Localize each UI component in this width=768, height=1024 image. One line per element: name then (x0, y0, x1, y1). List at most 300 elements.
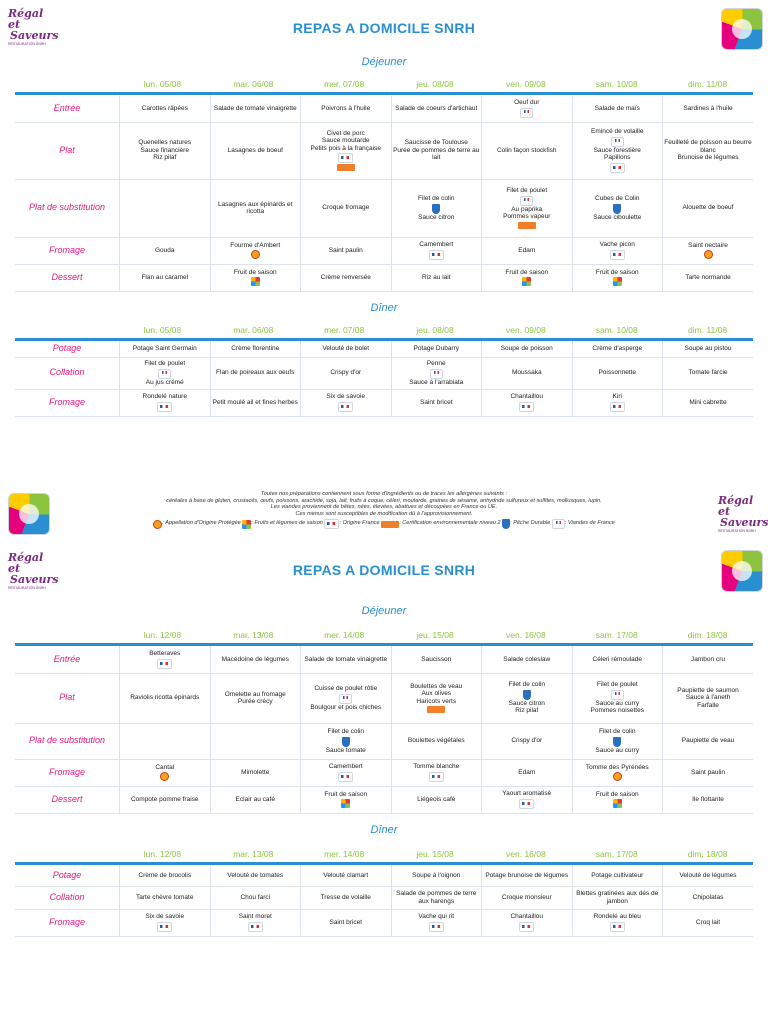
origine-france-icon (338, 153, 353, 163)
menu-cell (572, 357, 663, 389)
dish-line: Saint paulin (691, 768, 725, 776)
dish-line: Feuilleté de poisson au beurre blanc (664, 139, 752, 154)
dish-line: Macédoine de légumes (221, 655, 289, 663)
dish-line: Filet de colin (327, 728, 364, 735)
dish-line: Velouté de légumes (679, 871, 737, 879)
hve-icon (518, 222, 536, 229)
menu-cell (120, 759, 211, 786)
dish-line: Vache qui rit (418, 913, 455, 921)
dish-line: Haricots verts (416, 697, 457, 705)
menu-cell (120, 179, 211, 237)
dish-line: Sauce citron (508, 699, 545, 707)
day-header: lun. 12/08 (143, 630, 182, 640)
menu-cell (572, 646, 663, 673)
menu-cell (663, 237, 754, 264)
dish-line: Potage Dubarry (413, 345, 460, 352)
section-diner: Dîner (370, 824, 398, 836)
dish-line: Flan au caramel (141, 273, 189, 281)
dish-line: Velouté clamart (323, 871, 369, 879)
dish-line: Au jus crémé (145, 378, 184, 386)
category-label: Potage (15, 865, 120, 886)
menu-cell (663, 95, 754, 122)
dish-line: Fourme d'Ambert (230, 241, 281, 249)
menu-cell (572, 786, 663, 813)
menu-cell (663, 341, 754, 357)
section-dejeuner: Déjeuner (361, 605, 407, 617)
origine-france-icon (338, 772, 353, 782)
origine-france-icon (519, 799, 534, 809)
dish-line: Yaourt aromatisé (502, 790, 552, 798)
menu-cell (482, 723, 573, 759)
dish-line: Sauce forestière (593, 146, 641, 154)
dish-line: Boulettes de veau (410, 682, 463, 690)
dish-line: Boulettes végétales (407, 737, 465, 745)
dish-line: Pommes noisettes (590, 707, 644, 715)
day-header: mer. 14/08 (324, 849, 365, 859)
menu-cell (301, 886, 392, 909)
dish-line: Croque fromage (322, 204, 370, 212)
menu-cell (391, 237, 482, 264)
table-row (15, 179, 753, 237)
category-label: Entrée (15, 646, 120, 673)
regal-saveurs-logo: Régal et Saveurs RESTAURATION SNRH (718, 494, 768, 533)
section-dejeuner: Déjeuner (361, 56, 407, 68)
menu-cell (572, 759, 663, 786)
menu-cell (572, 886, 663, 909)
origine-france-icon (157, 402, 172, 412)
category-label: Fromage (15, 909, 120, 936)
menu-cell (572, 909, 663, 936)
dish-line: Saucisson (421, 655, 452, 663)
menu-cell (391, 786, 482, 813)
table-row (15, 909, 753, 936)
dish-line: Fruit de saison (595, 790, 639, 798)
day-header: ven. 09/08 (506, 325, 546, 335)
dish-line: Salade de pommes de terre aux harengs (396, 890, 477, 905)
menu-cell (482, 786, 573, 813)
aop-icon (160, 772, 169, 781)
dish-line: Cubes de Colin (595, 195, 640, 202)
peche-durable-icon (613, 737, 621, 747)
menu-cell (482, 673, 573, 723)
menu-cell (572, 122, 663, 179)
dish-line: Soupe à l'oignon (412, 871, 461, 879)
menu-cell (301, 759, 392, 786)
menu-cell (572, 723, 663, 759)
dish-line: Sauce tomate (325, 746, 366, 754)
origine-france-icon (324, 519, 339, 529)
dish-line: Tarte normande (685, 273, 731, 281)
dish-line: Moussaka (511, 369, 542, 377)
table-row (15, 341, 753, 357)
day-header: mar. 06/08 (233, 79, 274, 89)
aop-icon (251, 250, 260, 259)
menu-cell (482, 865, 573, 886)
origine-france-icon (610, 922, 625, 932)
dish-line: Sauce au curry (595, 699, 640, 707)
menu-table (15, 341, 753, 417)
dish-line: Civet de porc (326, 129, 365, 137)
day-header: dim. 11/08 (688, 79, 728, 89)
day-header: sam. 17/08 (595, 849, 638, 859)
category-label: Entrée (15, 95, 120, 122)
menu-cell (120, 357, 211, 389)
dish-line: Petit moulé ail et fines herbes (212, 398, 298, 406)
day-header: sam. 10/08 (595, 325, 638, 335)
menu-table (15, 95, 753, 292)
menu-cell (482, 264, 573, 291)
menu-cell (391, 673, 482, 723)
day-header: lun. 05/08 (143, 79, 182, 89)
dish-line: Filet de colin (418, 195, 455, 202)
dish-line: Cuisse de poulet rôtie (314, 685, 378, 692)
dish-line: Compote pomme fraise (130, 795, 199, 803)
day-header: mer. 07/08 (324, 325, 365, 335)
menu-cell (572, 237, 663, 264)
dish-line: Filet de poulet (506, 187, 548, 195)
viandes-france-icon (339, 694, 352, 704)
table-row (15, 646, 753, 673)
dish-line: Potage Saint Germain (132, 345, 197, 352)
peche-durable-icon (523, 690, 531, 700)
dish-line: Lasagnes aux épinards et ricotta (218, 200, 293, 215)
dish-line: Mini cabrette (689, 398, 727, 406)
category-label: Fromage (15, 759, 120, 786)
menu-cell (663, 673, 754, 723)
menu-cell (572, 389, 663, 416)
menu-cell (663, 357, 754, 389)
dish-line: Salade de coeurs d'artichaut (395, 104, 478, 112)
menu-cell (572, 179, 663, 237)
day-header: lun. 05/08 (143, 325, 182, 335)
dish-line: Crispy d'or (330, 369, 362, 377)
menu-cell (210, 237, 301, 264)
peche-durable-icon (432, 204, 440, 214)
dish-line: Poivrons à l'huile (321, 104, 371, 112)
table-row (15, 389, 753, 416)
category-label: Fromage (15, 389, 120, 416)
dish-line: Flan de poireaux aux oeufs (216, 369, 295, 377)
menu-cell (301, 357, 392, 389)
dish-line: Sardines à l'huile (683, 104, 733, 112)
dish-line: Riz pilaf (515, 707, 539, 715)
menu-cell (210, 95, 301, 122)
menu-cell (572, 95, 663, 122)
dish-line: Rondelé nature (142, 393, 187, 401)
dish-line: Colin façon stockfish (496, 146, 557, 154)
origine-france-icon (610, 163, 625, 173)
dish-line: Fruit de saison (324, 790, 368, 798)
menu-cell (391, 759, 482, 786)
dish-line: Camembert (419, 241, 454, 249)
dish-line: Salade coleslaw (503, 655, 551, 663)
aop-icon (613, 772, 622, 781)
table-row (15, 759, 753, 786)
fruits-season-icon (613, 277, 622, 286)
dish-line: Au paprika (511, 205, 543, 213)
menu-cell (663, 389, 754, 416)
dish-line: Mimolette (241, 768, 270, 776)
menu-cell (482, 389, 573, 416)
origine-france-icon (429, 922, 444, 932)
viandes-france-icon (520, 108, 533, 118)
legend-line: Les viandes proviennent de bêtes, nées, élevées, abattues et découpées en France ou UE. (270, 504, 498, 511)
dish-line: Sauce financière (140, 146, 189, 154)
dish-line: Paupiette de veau (681, 737, 735, 745)
menu-cell (120, 723, 211, 759)
menu-cell (482, 357, 573, 389)
menu-cell (301, 95, 392, 122)
dish-line: Purée de pommes de terre au lait (393, 146, 480, 162)
dish-line: Velouté de tomates (227, 871, 284, 879)
dish-line: Sauce à l'aneth (685, 694, 731, 702)
dish-line: Saint bricet (419, 398, 453, 406)
menu-cell (301, 786, 392, 813)
menu-cell (391, 886, 482, 909)
dish-line: Crème florentine (231, 345, 280, 352)
menu-cell (482, 95, 573, 122)
table-row (15, 786, 753, 813)
menu-cell (210, 179, 301, 237)
day-header: mer. 14/08 (324, 630, 365, 640)
dish-line: Tomme blanche (413, 763, 460, 771)
menu-cell (120, 646, 211, 673)
regal-saveurs-logo: Régal et Saveurs RESTAURATION SNRH (8, 551, 59, 590)
dish-line: Sauce au curry (595, 746, 640, 754)
menu-cell (391, 723, 482, 759)
day-headers (117, 849, 753, 859)
menu-cell (391, 179, 482, 237)
day-header: mer. 07/08 (324, 79, 365, 89)
menu-cell (572, 341, 663, 357)
dish-line: Tarte chèvre tomate (136, 893, 194, 901)
dish-line: Saint paulin (328, 246, 363, 254)
dish-line: Velouté de bolet (322, 345, 370, 352)
dish-line: Crème d'asperge (592, 345, 643, 352)
dish-line: Quenelles natures (138, 139, 192, 147)
dish-line: Blettes gratinées aux dés de jambon (576, 890, 659, 905)
dish-line: Purée crécy (237, 698, 273, 705)
legend-line: Ces menus sont susceptibles de modification dû à l'approvisionnement. (295, 510, 473, 517)
fruits-season-icon (251, 277, 260, 286)
table-row (15, 357, 753, 389)
dish-line: Brunoise de légumes (677, 154, 739, 162)
day-header: dim. 11/08 (688, 325, 728, 335)
origine-france-icon (610, 250, 625, 260)
day-header: jeu. 08/08 (416, 325, 454, 335)
menu-cell (120, 909, 211, 936)
table-row (15, 886, 753, 909)
category-label: Plat de substitution (15, 723, 120, 759)
menu-table (15, 865, 753, 937)
menu-cell (120, 237, 211, 264)
hve-icon (337, 164, 355, 171)
dish-line: Tresse de volaille (320, 893, 371, 901)
dish-line: Carottes râpées (141, 104, 188, 112)
day-headers (117, 79, 753, 89)
category-label: Collation (15, 886, 120, 909)
table-row (15, 95, 753, 122)
dish-line: Céleri rémoulade (592, 655, 642, 663)
menu-cell (210, 646, 301, 673)
origine-france-icon (157, 922, 172, 932)
dish-line: Croque monsieur (501, 893, 552, 901)
menu-cell (482, 237, 573, 264)
menu-cell (663, 264, 754, 291)
legend-icons: : Appellation d'Origine Protégée : Fruits et légumes de saison : Origine France : Certification environnementale niveau 2 : Pêche Durable : Viandes de France (100, 518, 668, 529)
menu-cell (391, 357, 482, 389)
dish-line: Filet de poulet (144, 360, 186, 367)
menu-cell (663, 865, 754, 886)
legend-line: céréales à base de gluten, crustacés, œufs, poissons, arachide, soja, lait, fruits à coque, céleri, moutarde, graines de sésame, anhydride sulfureux et sulfites, mollusques, lupin. (166, 497, 602, 504)
dish-line: Salade de tomate vinaigrette (213, 104, 297, 112)
menu-cell (210, 786, 301, 813)
aop-icon (704, 250, 713, 259)
dish-line: Crème renversée (320, 273, 371, 281)
dish-line: Soupe de poisson (500, 345, 553, 352)
menu-cell (663, 886, 754, 909)
color-logo-icon (8, 493, 50, 535)
menu-cell (120, 264, 211, 291)
day-header: dim. 18/08 (687, 630, 728, 640)
table-row (15, 723, 753, 759)
dish-line: Raviolis ricotta épinards (130, 694, 200, 702)
page-title: REPAS A DOMICILE SNRH (292, 562, 476, 578)
menu-cell (391, 865, 482, 886)
dish-line: Penne (426, 360, 446, 367)
day-header: ven. 16/08 (506, 849, 546, 859)
menu-cell (663, 909, 754, 936)
menu-cell (301, 122, 392, 179)
dish-line: Saint moret (238, 913, 272, 921)
day-header: lun. 12/08 (143, 849, 182, 859)
dish-line: Ile flottante (692, 795, 724, 803)
menu-cell (120, 122, 211, 179)
day-header: sam. 10/08 (595, 79, 638, 89)
menu-cell (482, 341, 573, 357)
dish-line: Potage cultivateur (591, 871, 644, 879)
dish-line: Saucisse de Toulouse (404, 139, 468, 147)
day-header: sam. 17/08 (595, 630, 638, 640)
fruits-season-icon (613, 799, 622, 808)
dish-line: Tomme des Pyrénées (585, 763, 649, 771)
menu-cell (663, 759, 754, 786)
viandes-france-icon (430, 369, 443, 379)
dish-line: Jambon cru (691, 655, 725, 663)
menu-cell (572, 673, 663, 723)
day-header: dim. 18/08 (687, 849, 728, 859)
origine-france-icon (338, 402, 353, 412)
menu-cell (391, 909, 482, 936)
dish-line: Chipolatas (692, 893, 724, 901)
menu-cell (210, 909, 301, 936)
origine-france-icon (519, 922, 534, 932)
day-header: jeu. 15/08 (416, 630, 454, 640)
fruits-season-icon (522, 277, 531, 286)
menu-cell (482, 122, 573, 179)
dish-line: Liégeois café (417, 795, 456, 803)
menu-cell (301, 723, 392, 759)
origine-france-icon (248, 922, 263, 932)
category-label: Plat (15, 122, 120, 179)
dish-line: Filet de colin (508, 681, 545, 689)
menu-cell (572, 264, 663, 291)
menu-cell (301, 673, 392, 723)
menu-cell (301, 341, 392, 357)
menu-cell (391, 122, 482, 179)
dish-line: Farfalle (697, 701, 719, 709)
menu-cell (210, 759, 301, 786)
dish-line: Riz pilaf (153, 154, 177, 162)
dish-line: Chou farci (240, 893, 271, 901)
menu-cell (391, 646, 482, 673)
menu-cell (210, 673, 301, 723)
category-label: Collation (15, 357, 120, 389)
dish-line: Rondelé au bleu (593, 913, 641, 921)
fruits-season-icon (341, 799, 350, 808)
menu-cell (482, 179, 573, 237)
menu-cell (391, 389, 482, 416)
dish-line: Betteraves (149, 650, 181, 657)
hve-icon (381, 521, 399, 528)
dish-line: Eclair au café (235, 795, 275, 803)
viandes-france-icon (611, 690, 624, 700)
menu-cell (210, 865, 301, 886)
hve-icon (427, 706, 445, 713)
peche-durable-icon (613, 204, 621, 214)
viandes-france-icon (158, 369, 171, 379)
menu-cell (120, 673, 211, 723)
dish-line: Chantaillou (510, 393, 544, 401)
dish-line: Tomate farcie (688, 369, 728, 377)
menu-cell (210, 723, 301, 759)
dish-line: Sauce ciboulette (593, 213, 642, 221)
dish-line: Petits pois à la française (310, 144, 381, 152)
dish-line: Kiri (612, 393, 622, 401)
dish-line: Riz au lait (421, 273, 451, 281)
dish-line: Saint nectaire (688, 241, 728, 249)
menu-cell (663, 723, 754, 759)
viandes-france-icon (552, 519, 565, 529)
dish-line: Vache picon (599, 241, 635, 249)
menu-cell (120, 786, 211, 813)
dish-line: Alouette de boeuf (682, 204, 734, 212)
dish-line: Edam (518, 768, 536, 776)
category-label: Plat (15, 673, 120, 723)
page-title: REPAS A DOMICILE SNRH (292, 20, 476, 36)
dish-line: Paupiette de saumon (677, 686, 739, 694)
dish-line: Filet de poulet (596, 681, 638, 689)
origine-france-icon (429, 250, 444, 260)
menu-cell (210, 264, 301, 291)
dish-line: Camembert (328, 763, 363, 771)
dish-line: Filet de colin (599, 728, 636, 735)
menu-cell (391, 264, 482, 291)
dish-line: Six de savoie (145, 913, 185, 921)
origine-france-icon (519, 402, 534, 412)
dish-line: Lasagnes de boeuf (227, 146, 283, 154)
menu-cell (572, 865, 663, 886)
category-label: Dessert (15, 786, 120, 813)
day-header: jeu. 08/08 (416, 79, 454, 89)
viandes-france-icon (520, 196, 533, 206)
menu-cell (120, 886, 211, 909)
dish-line: Emincé de volaille (591, 128, 644, 136)
legend (100, 491, 668, 529)
origine-france-icon (429, 772, 444, 782)
menu-cell (210, 341, 301, 357)
dish-line: Chantaillou (510, 913, 544, 921)
